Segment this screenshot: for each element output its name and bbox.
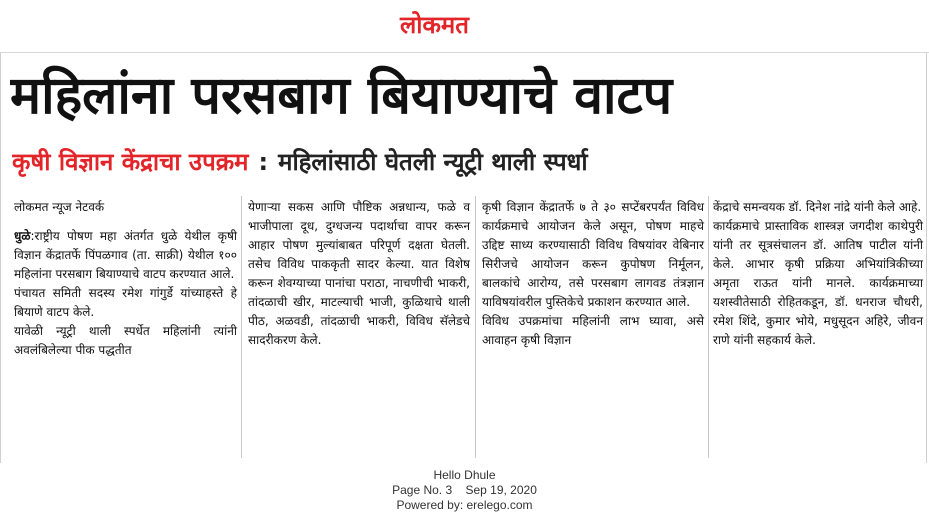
article-column-2 <box>248 198 470 458</box>
article-paragraph: कार्यक्रमाचे प्रास्ताविक शास्त्रज्ञ जगदीश काथेपुरी यांनी तर सूत्रसंचालन डॉ. आतिष पाटील यांनी केले. आभार कृषी प्रक्रिया अभियांत्रिकीच्या अमृता राऊत यांनी मानले. कार्यक्रमाच्या यशस्वीतेसाठी रोहितकडून, डॉ. धनराज चौधरी, रमेश शिंदे, कुमार भोये, मधुसूदन अहिरे, जीवन राणे यांनी सहकार्य केले. <box>713 219 923 347</box>
left-rule <box>0 53 1 463</box>
article-paragraph <box>14 227 237 284</box>
article-paragraph: कृषी विज्ञान केंद्रातर्फे ७ ते ३० सप्टेंबरपर्यंत विविध कार्यक्रमाचे आयोजन केले असून, पोषण माहचे उद्दिष्ट साध्य करण्यासाठी विविध विषयांवर वेबिनार सिरीजचे आयोजन करून कुपोषण निर्मूलन, बालकांचे आरोग्य, तसे परसबाग लागवड तंत्रज्ञान याविषयांवरील पुस्तिकेचे प्रकाशन करण्यात आले. <box>482 200 704 309</box>
subheadline <box>12 144 917 180</box>
page-number: Page No. 3 <box>392 483 453 497</box>
byline: लोकमत न्यूज नेटवर्क <box>14 200 105 214</box>
subheadline-kicker: कृषी विज्ञान केंद्राचा उपक्रम <box>12 148 249 176</box>
headline: महिलांना परसबाग बियाण्याचे वाटप <box>10 66 673 126</box>
page-meta <box>300 483 629 498</box>
edition-name: Hello Dhule <box>433 468 496 482</box>
article-paragraph: यावेळी न्यूट्री थाली स्पर्धेत महिलांनी त्यांनी अवलंबिलेल्या पीक पद्धतीत <box>14 324 237 357</box>
publish-date: Sep 19, 2020 <box>465 483 537 497</box>
article-column-3 <box>482 198 704 458</box>
top-rule <box>0 52 929 53</box>
masthead-logo: लोकमत <box>400 11 469 39</box>
column-divider <box>241 196 242 458</box>
dateline: धुळे <box>14 229 31 243</box>
article-paragraph: केंद्राचे समन्वयक डॉ. दिनेश नांद्रे यांनी केले आहे. <box>713 200 922 214</box>
page-footer <box>300 468 629 513</box>
subheadline-separator: : <box>258 148 269 176</box>
column-divider <box>708 196 709 458</box>
article-paragraph: विविध उपक्रमांचा महिलांनी लाभ घ्यावा, असे आवाहन कृषी विज्ञान <box>482 314 704 347</box>
paragraph-text: :राष्ट्रीय पोषण महा अंतर्गत धुळे येथील कृषी विज्ञान केंद्रातर्फे पिंपळगाव (ता. साक्री) येथील १०० महिलांना परसबाग बियाण्याचे वाटप करण्यात आले. <box>14 229 237 281</box>
article-column-1 <box>14 198 237 458</box>
right-rule <box>926 53 927 463</box>
powered-by: Powered by: erelego.com <box>396 498 533 512</box>
article-column-4 <box>713 198 923 458</box>
article-paragraph: येणाऱ्या सकस आणि पौष्टिक अन्नधान्य, फळे व भाजीपाला दूध, दुग्धजन्य पदार्थाचा वापर करून आहार पोषण मुल्यांबाबत परिपूर्ण दक्षता घेतली. तसेच विविध पाककृती सादर केल्या. यात विशेष करून शेवग्याच्या पानांचा पराठा, नाचणीची भाकरी, तांदळाची खीर, माटल्याची भाजी, कुळिथाचे थाली पीठ, अळवडी, तांदळाची भाकरी, विविध सॅलेडचे सादरीकरण केले. <box>248 200 470 347</box>
subheadline-text: महिलांसाठी घेतली न्यूट्री थाली स्पर्धा <box>278 148 588 176</box>
article-paragraph: पंचायत समिती सदस्य रमेश गांगुर्डे यांच्याहस्ते हे बियाणे वाटप केले. <box>14 286 237 319</box>
column-divider <box>475 196 476 458</box>
